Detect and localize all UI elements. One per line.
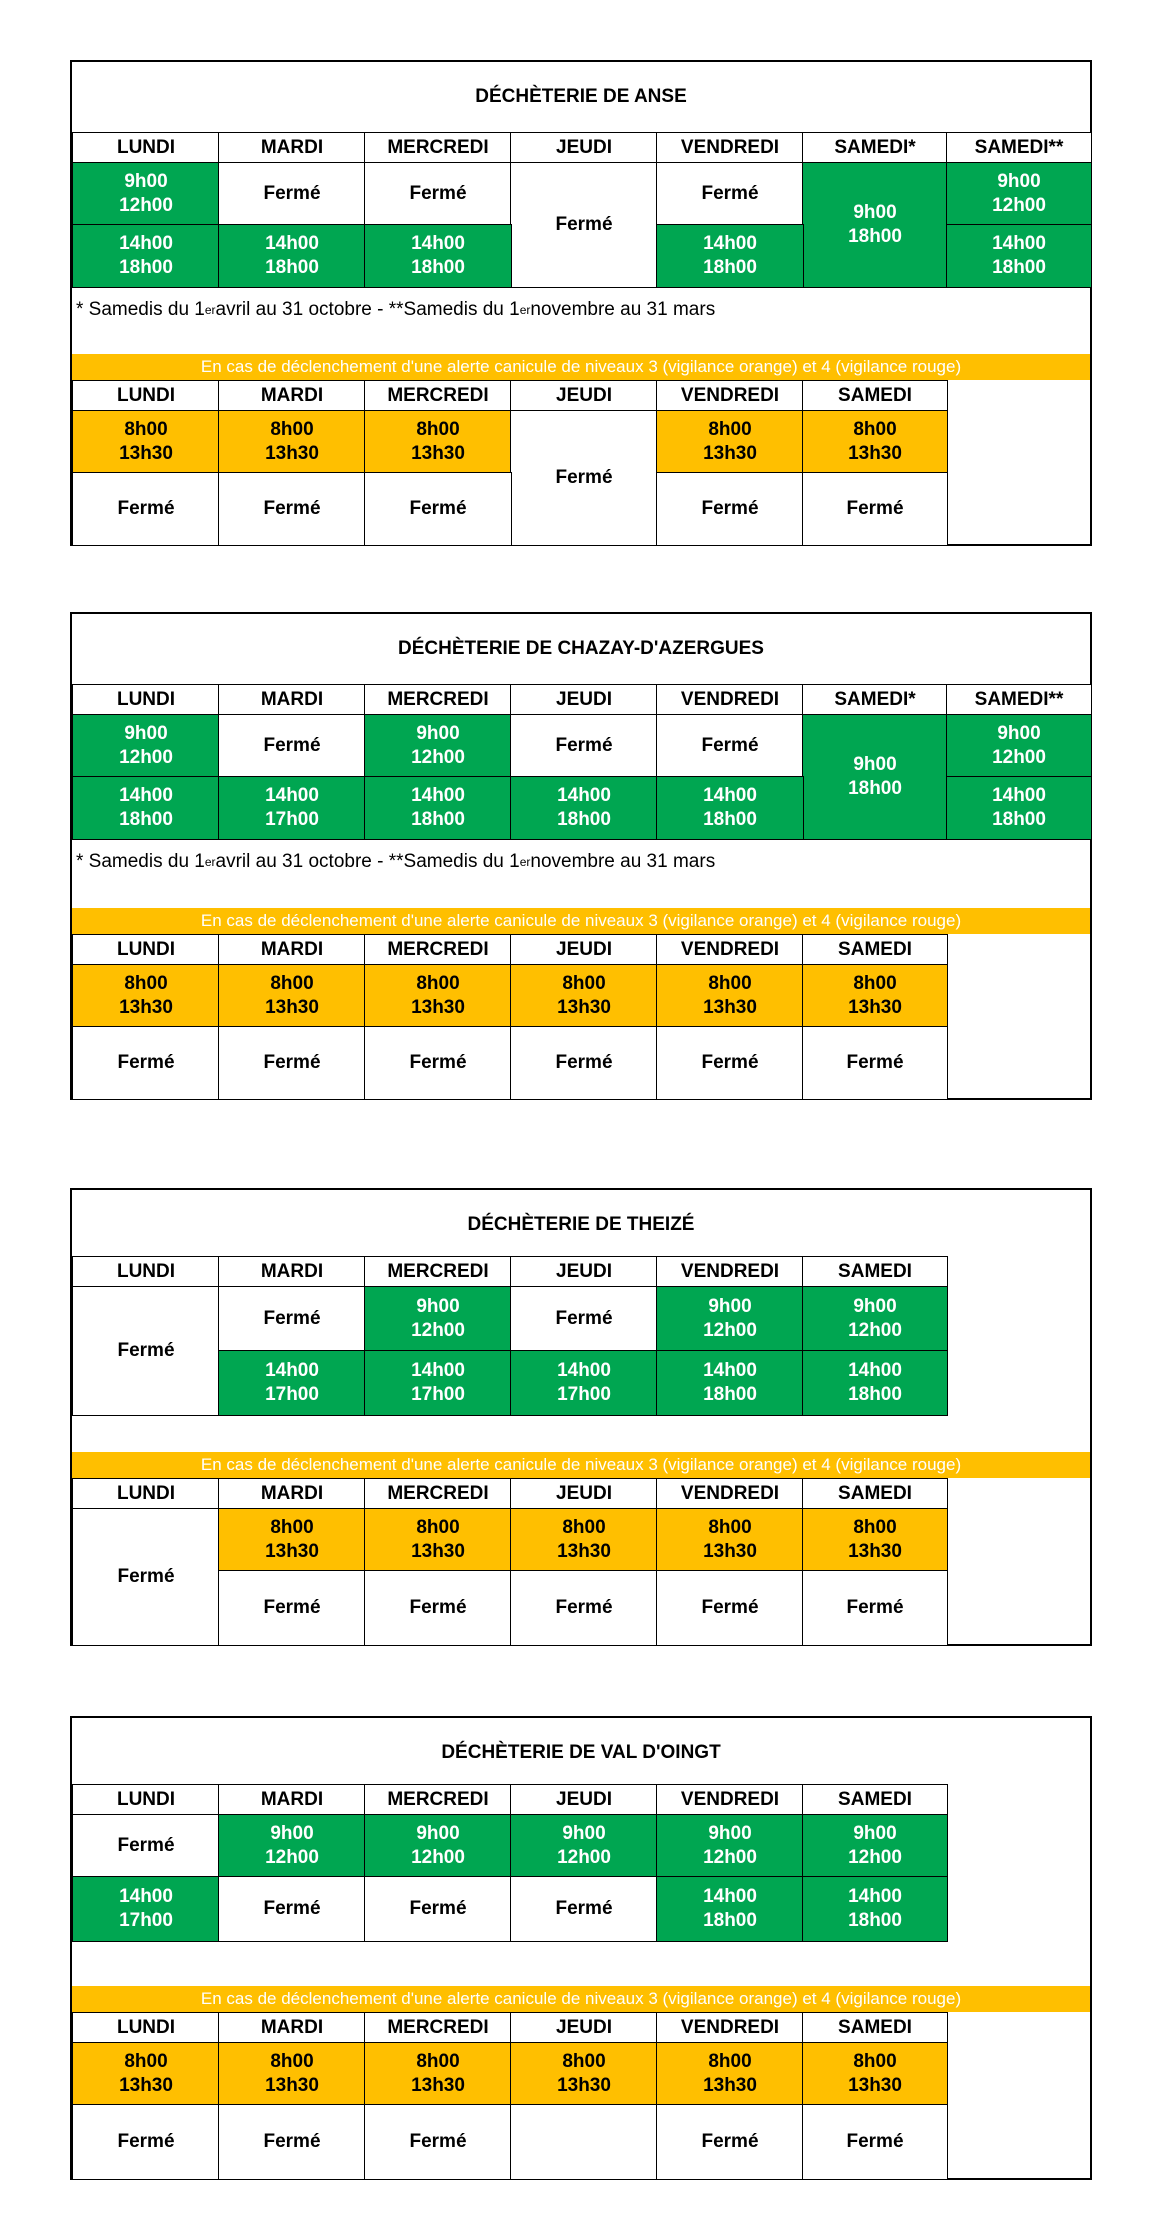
closed-slot: Fermé [218, 1570, 366, 1646]
morning-slot: 8h00 13h30 [364, 2042, 512, 2106]
morning-slot: 8h00 13h30 [364, 964, 512, 1028]
day-header: VENDREDI [656, 132, 804, 164]
day-slot: 9h00 18h00 [802, 162, 948, 288]
morning-slot: 8h00 13h30 [364, 1508, 512, 1572]
closed-slot: Fermé [364, 162, 512, 226]
day-header: JEUDI [510, 934, 658, 966]
block-title: DÉCHÈTERIE DE CHAZAY-D'AZERGUES [398, 638, 764, 659]
afternoon-slot: 14h00 18h00 [72, 776, 220, 840]
morning-slot: 8h00 13h30 [802, 410, 948, 474]
afternoon-slot: 14h00 18h00 [364, 776, 512, 840]
day-header: MARDI [218, 684, 366, 716]
closed-slot: Fermé [364, 2104, 512, 2180]
morning-slot: 8h00 13h30 [656, 2042, 804, 2106]
closed-slot: Fermé [218, 472, 366, 546]
day-header: VENDREDI [656, 1256, 804, 1288]
afternoon-slot: 14h00 18h00 [218, 224, 366, 288]
closed-slot: Fermé [72, 1508, 220, 1646]
day-header: JEUDI [510, 132, 658, 164]
closed-slot: Fermé [218, 1286, 366, 1352]
morning-slot: 9h00 12h00 [656, 1814, 804, 1878]
heatwave-alert-banner: En cas de déclenchement d'une alerte canicule de niveaux 3 (vigilance orange) et 4 (vigilance rouge) [72, 354, 1090, 380]
day-header: LUNDI [72, 1256, 220, 1288]
afternoon-slot: 14h00 17h00 [510, 1350, 658, 1416]
afternoon-slot: 14h00 18h00 [364, 224, 512, 288]
morning-slot: 8h00 13h30 [218, 2042, 366, 2106]
afternoon-slot: 14h00 18h00 [946, 224, 1092, 288]
morning-slot: 8h00 13h30 [656, 964, 804, 1028]
morning-slot: 8h00 13h30 [656, 410, 804, 474]
day-header: MERCREDI [364, 2012, 512, 2044]
block-theize [70, 1188, 1092, 1646]
heatwave-alert-banner: En cas de déclenchement d'une alerte canicule de niveaux 3 (vigilance orange) et 4 (vigilance rouge) [72, 908, 1090, 934]
closed-slot: Fermé [218, 162, 366, 226]
day-header: SAMEDI [802, 1784, 948, 1816]
day-header: SAMEDI* [802, 684, 948, 716]
day-header: VENDREDI [656, 1784, 804, 1816]
afternoon-slot: 14h00 18h00 [656, 1876, 804, 1942]
morning-slot: 9h00 12h00 [72, 162, 220, 226]
afternoon-slot: 14h00 18h00 [802, 1876, 948, 1942]
day-header: LUNDI [72, 2012, 220, 2044]
day-header: SAMEDI [802, 2012, 948, 2044]
day-header: LUNDI [72, 380, 220, 412]
morning-slot: 8h00 13h30 [656, 1508, 804, 1572]
day-header: SAMEDI* [802, 132, 948, 164]
morning-slot: 9h00 12h00 [364, 1286, 512, 1352]
day-header: SAMEDI** [946, 684, 1092, 716]
afternoon-slot: 14h00 18h00 [802, 1350, 948, 1416]
morning-slot: 8h00 13h30 [802, 2042, 948, 2106]
saturday-note: * Samedis du 1 er avril au 31 octobre - **Samedis du 1 er novembre au 31 mars [76, 299, 716, 320]
closed-slot: Fermé [802, 1570, 948, 1646]
day-header: MARDI [218, 1784, 366, 1816]
day-header: SAMEDI [802, 1478, 948, 1510]
morning-slot: 9h00 12h00 [802, 1814, 948, 1878]
closed-slot: Fermé [802, 2104, 948, 2180]
heatwave-alert-banner: En cas de déclenchement d'une alerte canicule de niveaux 3 (vigilance orange) et 4 (vigilance rouge) [72, 1986, 1090, 2012]
morning-slot: 8h00 13h30 [72, 410, 220, 474]
closed-slot: Fermé [72, 1286, 220, 1416]
day-header: MARDI [218, 132, 366, 164]
day-header: LUNDI [72, 684, 220, 716]
day-header: SAMEDI [802, 380, 948, 412]
day-header: VENDREDI [656, 2012, 804, 2044]
day-header: MERCREDI [364, 132, 512, 164]
closed-slot: Fermé [72, 1814, 220, 1878]
saturday-note: * Samedis du 1 er avril au 31 octobre - **Samedis du 1 er novembre au 31 mars [76, 851, 716, 872]
closed-slot: Fermé [72, 2104, 220, 2180]
day-header: MARDI [218, 2012, 366, 2044]
closed-slot: Fermé [656, 162, 804, 226]
morning-slot: 8h00 13h30 [218, 1508, 366, 1572]
morning-slot: 8h00 13h30 [802, 1508, 948, 1572]
closed-slot: Fermé [364, 472, 512, 546]
closed-slot: Fermé [656, 714, 804, 778]
day-header: JEUDI [510, 1478, 658, 1510]
block-anse [70, 60, 1092, 546]
day-header: MERCREDI [364, 684, 512, 716]
closed-slot: Fermé [510, 1570, 658, 1646]
morning-slot: 9h00 12h00 [218, 1814, 366, 1878]
block-title: DÉCHÈTERIE DE THEIZÉ [467, 1214, 695, 1235]
closed-slot: Fermé [364, 1876, 512, 1942]
day-header: JEUDI [510, 1784, 658, 1816]
closed-slot: Fermé [510, 1026, 658, 1100]
closed-slot: Fermé [72, 1026, 220, 1100]
afternoon-slot: 14h00 17h00 [364, 1350, 512, 1416]
closed-slot: Fermé [510, 1876, 658, 1942]
closed-slot: Fermé [802, 472, 948, 546]
day-header: JEUDI [510, 684, 658, 716]
day-header: LUNDI [72, 934, 220, 966]
day-slot: 9h00 18h00 [802, 714, 948, 840]
day-header: SAMEDI** [946, 132, 1092, 164]
afternoon-slot: 14h00 18h00 [946, 776, 1092, 840]
heatwave-alert-banner: En cas de déclenchement d'une alerte canicule de niveaux 3 (vigilance orange) et 4 (vigilance rouge) [72, 1452, 1090, 1478]
afternoon-slot: 14h00 18h00 [72, 224, 220, 288]
afternoon-slot: 14h00 18h00 [510, 776, 658, 840]
day-header: SAMEDI [802, 1256, 948, 1288]
block-title: DÉCHÈTERIE DE VAL D'OINGT [441, 1742, 721, 1763]
day-header: VENDREDI [656, 380, 804, 412]
day-header: JEUDI [510, 380, 658, 412]
day-header: VENDREDI [656, 934, 804, 966]
day-header: VENDREDI [656, 684, 804, 716]
morning-slot: 8h00 13h30 [72, 2042, 220, 2106]
morning-slot: 9h00 12h00 [946, 714, 1092, 778]
morning-slot: 8h00 13h30 [72, 964, 220, 1028]
closed-slot: Fermé [510, 1286, 658, 1352]
morning-slot: 8h00 13h30 [802, 964, 948, 1028]
closed-slot: Fermé [656, 2104, 804, 2180]
day-header: JEUDI [510, 1256, 658, 1288]
morning-slot: 8h00 13h30 [510, 1508, 658, 1572]
day-header: SAMEDI [802, 934, 948, 966]
block-title: DÉCHÈTERIE DE ANSE [475, 86, 687, 107]
day-header: MARDI [218, 934, 366, 966]
closed-slot: Fermé [218, 714, 366, 778]
closed-slot: Fermé [802, 1026, 948, 1100]
day-header: MERCREDI [364, 1256, 512, 1288]
afternoon-slot: 14h00 17h00 [218, 1350, 366, 1416]
morning-slot: 9h00 12h00 [510, 1814, 658, 1878]
closed-slot: Fermé [218, 1026, 366, 1100]
morning-slot: 9h00 12h00 [72, 714, 220, 778]
morning-slot: 8h00 13h30 [510, 2042, 658, 2106]
morning-slot: 9h00 12h00 [946, 162, 1092, 226]
morning-slot: 9h00 12h00 [802, 1286, 948, 1352]
morning-slot: 9h00 12h00 [364, 714, 512, 778]
closed-slot: Fermé [72, 472, 220, 546]
day-header: LUNDI [72, 1784, 220, 1816]
day-header: JEUDI [510, 2012, 658, 2044]
block-chazay [70, 612, 1092, 1100]
empty-slot [510, 2104, 658, 2180]
block-val-doingt [70, 1716, 1092, 2180]
closed-slot: Fermé [218, 1876, 366, 1942]
closed-slot: Fermé [218, 2104, 366, 2180]
closed-slot: Fermé [364, 1026, 512, 1100]
day-header: LUNDI [72, 132, 220, 164]
morning-slot: 8h00 13h30 [218, 964, 366, 1028]
closed-slot: Fermé [364, 1570, 512, 1646]
day-header: LUNDI [72, 1478, 220, 1510]
day-header: VENDREDI [656, 1478, 804, 1510]
morning-slot: 9h00 12h00 [656, 1286, 804, 1352]
closed-slot: Fermé [510, 714, 658, 778]
day-header: MERCREDI [364, 380, 512, 412]
afternoon-slot: 14h00 18h00 [656, 1350, 804, 1416]
day-header: MARDI [218, 1256, 366, 1288]
day-header: MARDI [218, 1478, 366, 1510]
morning-slot: 8h00 13h30 [218, 410, 366, 474]
day-header: MERCREDI [364, 934, 512, 966]
afternoon-slot: 14h00 17h00 [72, 1876, 220, 1942]
day-header: MERCREDI [364, 1478, 512, 1510]
closed-slot: Fermé [656, 1570, 804, 1646]
day-header: MERCREDI [364, 1784, 512, 1816]
closed-slot: Fermé [656, 1026, 804, 1100]
closed-slot: Fermé [510, 410, 658, 546]
morning-slot: 8h00 13h30 [364, 410, 512, 474]
afternoon-slot: 14h00 18h00 [656, 224, 804, 288]
closed-slot: Fermé [656, 472, 804, 546]
afternoon-slot: 14h00 18h00 [656, 776, 804, 840]
morning-slot: 8h00 13h30 [510, 964, 658, 1028]
day-header: MARDI [218, 380, 366, 412]
afternoon-slot: 14h00 17h00 [218, 776, 366, 840]
closed-slot: Fermé [510, 162, 658, 288]
morning-slot: 9h00 12h00 [364, 1814, 512, 1878]
